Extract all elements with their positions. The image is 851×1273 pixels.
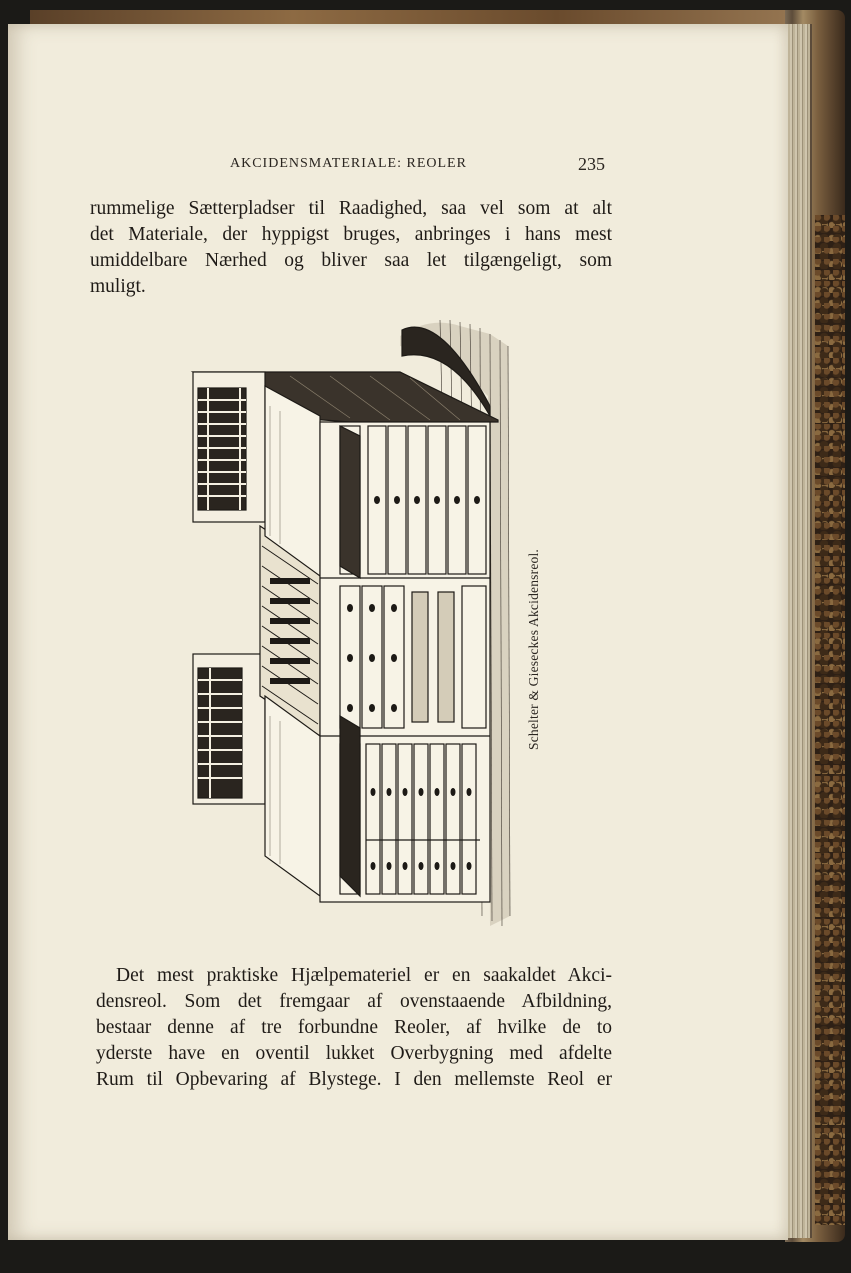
text-line: Det mest praktiske Hjælpemateriel er en saakaldet Akci- (116, 965, 612, 986)
text-line: rummelige Sætterpladser til Raadighed, saa vel som at alt (90, 198, 612, 219)
paragraph-top (90, 196, 612, 300)
text-line: densreol. Som det fremgaar af ovenstaaende Afbildning, (96, 991, 612, 1012)
text-line: det Materiale, der hyppigst bruges, anbringes i hans mest (90, 224, 612, 245)
running-title: AKCIDENSMATERIALE: REOLER (230, 156, 467, 171)
text-line: muligt. (90, 276, 146, 297)
page-number: 235 (578, 154, 605, 174)
text-line: yderste have en oventil lukket Overbygning med afdelte (96, 1043, 612, 1064)
typecase-rack-illustration (190, 316, 520, 932)
text-line: umiddelbare Nærhed og bliver saa let tilgængeligt, som (90, 250, 612, 271)
paragraph-bottom (96, 963, 612, 1093)
text-line: Rum til Opbevaring af Blystege. I den mellemste Reol er (96, 1069, 612, 1090)
book-cover-marbled (815, 215, 845, 1225)
figure-caption-text: Schelter & Gieseckes Akcidensreol. (526, 549, 541, 750)
text-line: bestaar denne af tre forbundne Reoler, af hvilke de to (96, 1017, 612, 1038)
figure-caption (520, 540, 550, 760)
